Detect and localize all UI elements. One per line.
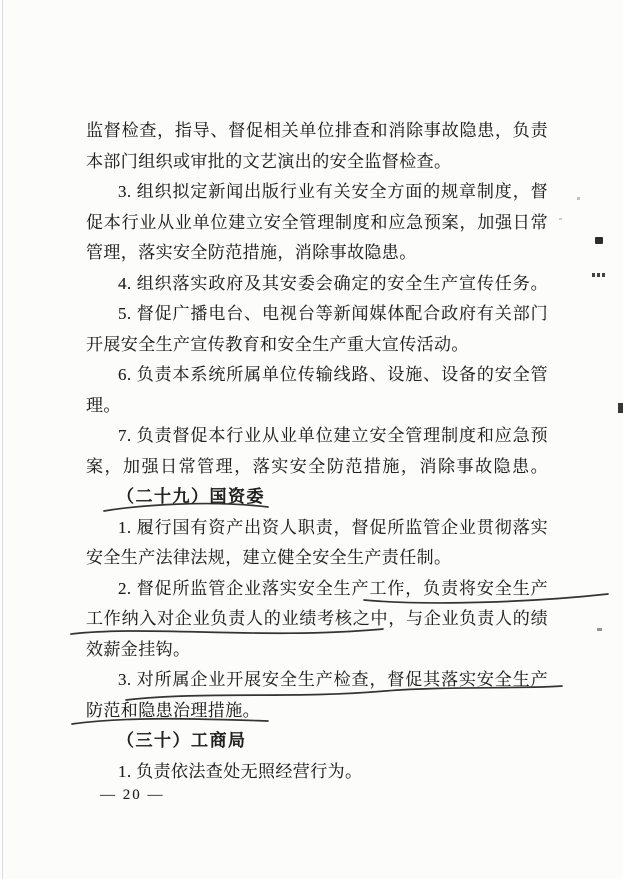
text-line-item-3b: 3. 对所属企业开展安全生产检查，督促其落实安全生产: [118, 670, 548, 689]
text-line: 促本行业从业单位建立安全管理制度和应急预案，加强日常: [86, 212, 548, 232]
text-line: 工作纳入对企业负责人的业绩考核之中，与企业负责人的绩: [86, 609, 548, 628]
scan-artifact: [559, 218, 562, 220]
document-body: [86, 116, 548, 787]
scan-edge-line: [2, 0, 3, 879]
text-line-item-1b: 1. 负责依法查处无照经营行为。: [118, 761, 363, 781]
text-line-item-7: 7. 负责督促本行业从业单位建立安全管理制度和应急预: [118, 426, 548, 445]
text-line: 开展安全生产宣传教育和安全生产重大宣传活动。: [86, 334, 469, 354]
text-line: 案，加强日常管理，落实安全防范措施，消除事故隐患。: [86, 456, 548, 476]
scan-artifact: [597, 628, 602, 631]
text-line: 管理，落实安全防范措施，消除事故隐患。: [86, 243, 417, 262]
text-line: 效薪金挂钩。: [86, 639, 191, 659]
page-number: — 20 —: [100, 787, 165, 803]
scan-artifact: [595, 237, 603, 244]
text-line: 监督检查，指导、督促相关单位排查和消除事故隐患，负责: [86, 121, 548, 140]
text-line-item-5: 5. 督促广播电台、电视台等新闻媒体配合政府有关部门: [118, 304, 548, 323]
text-line-item-1: 1. 履行国有资产出资人职责，督促所监管企业贯彻落实: [118, 517, 548, 537]
section-heading-gongshangju: （三十）工商局: [117, 731, 247, 750]
text-line: 本部门组织或审批的文艺演出的安全监督检查。: [86, 151, 452, 171]
text-line-item-3: 3. 组织拟定新闻出版行业有关安全方面的规章制度，督: [118, 182, 548, 201]
text-line: 理。: [86, 395, 121, 415]
text-line-item-4: 4. 组织落实政府及其安委会确定的安全生产宣传任务。: [118, 273, 548, 293]
text-line-item-2: 2. 督促所监管企业落实安全生产工作，负责将安全生产: [118, 578, 548, 598]
text-line: 安全生产法律法规，建立健全安全生产责任制。: [86, 548, 452, 567]
scan-artifact: [577, 197, 580, 200]
text-line-item-6: 6. 负责本系统所属单位传输线路、设施、设备的安全管: [118, 365, 548, 384]
scan-artifact: [592, 273, 607, 277]
scan-artifact: [618, 403, 623, 413]
section-heading-guoziwei: （二十九）国资委: [117, 487, 265, 506]
text-line: 防范和隐患治理措施。: [86, 700, 260, 720]
